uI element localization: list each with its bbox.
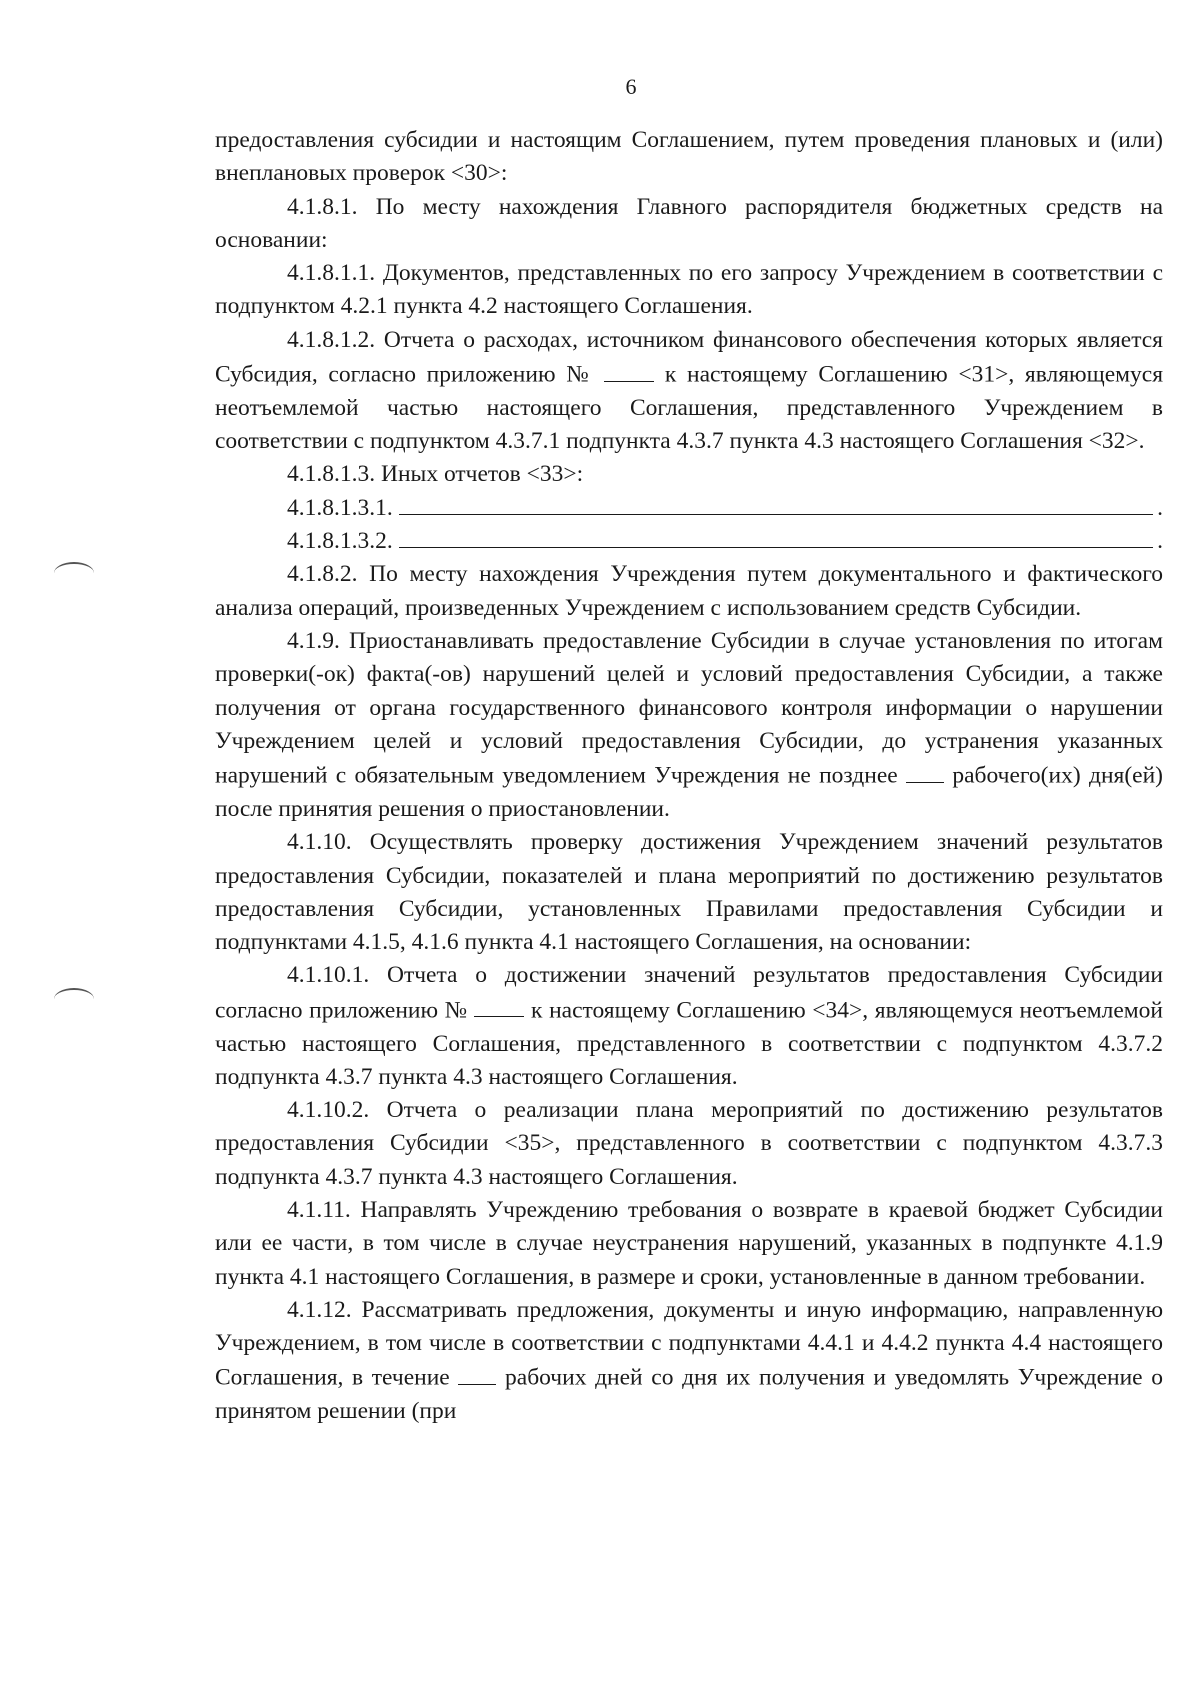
paragraph-4-1-9-part1: 4.1.9. Приостанавливать предоставление Субсидии в случае установления по итогам проверки(-ок) факта(-ов) нарушений целей и условий предоставления Субсидии, а также получения от органа государственного финансового контроля информации о нарушении Учреждением целей и условий предоставления Субсидии, до устранения указанных нарушений с обязательным уведомлением Учреждения не позднее xyxy=(215,627,1163,789)
paragraph-4-1-10-1-part2: к настоящему Соглашению <34>, являющемуся неотъемлемой частью настоящего Соглашения, представленного в соответствии с подпунктом 4.3.7.2 подпункта 4.3.7 пункта 4.3 настоящего Соглашения. xyxy=(215,997,1163,1090)
paragraph-4-1-8-1-3-2: 4.1.8.1.3.2. . xyxy=(215,525,1163,558)
paragraph-4-1-8-1-2 xyxy=(215,324,1163,459)
paragraph-4-1-12-part1: 4.1.12. Рассматривать предложения, документы и иную информацию, направленную Учреждением, в том числе в соответствии с подпунктами 4.4.1 и 4.4.2 пункта 4.4 настоящего Соглашения, в течение xyxy=(215,1296,1163,1391)
paragraph-4-1-12 xyxy=(215,1294,1163,1429)
paragraph-4-1-9 xyxy=(215,625,1163,826)
blank-days-count xyxy=(906,758,944,783)
paragraph-4-1-10-2: 4.1.10.2. Отчета о реализации плана мероприятий по достижению результатов предоставления Субсидии <35>, представленного в соответствии с подпунктом 4.3.7.3 подпункта 4.3.7 пункта 4.3 настоящего Соглашения. xyxy=(215,1097,1163,1190)
paragraph-4-1-8-1: 4.1.8.1. По месту нахождения Главного распорядителя бюджетных средств на основании: xyxy=(215,193,1163,253)
paragraph-4-1-10-1 xyxy=(215,959,1163,1094)
punch-hole-mark-1 xyxy=(54,562,94,584)
punch-hole-mark-2 xyxy=(54,988,94,1010)
blank-days-count xyxy=(458,1360,496,1385)
paragraph-intro: предоставления субсидии и настоящим Соглашением, путем проведения плановых и (или) внеплановых проверок <30>: xyxy=(215,127,1163,187)
blank-fill-line xyxy=(399,526,1153,548)
paragraph-4-1-10: 4.1.10. Осуществлять проверку достижения Учреждением значений результатов предоставления Субсидии, показателей и плана мероприятий по достижению результатов предоставления Субсидии, установленных Правилами предоставления Субсидии и подпунктами 4.1.5, 4.1.6 пункта 4.1 настоящего Соглашения, на основании: xyxy=(215,829,1163,956)
paragraph-4-1-12-part2: рабочих дней со дня их получения и уведомлять Учреждение о принятом решении (при xyxy=(215,1364,1163,1425)
blank-appendix-number xyxy=(474,993,524,1018)
blank-appendix-number xyxy=(604,357,654,382)
paragraph-4-1-8-2: 4.1.8.2. По месту нахождения Учреждения путем документального и фактического анализа операций, произведенных Учреждением с использованием средств Субсидии. xyxy=(215,561,1163,621)
blank-fill-line xyxy=(399,493,1153,515)
page-number: 6 xyxy=(625,74,637,99)
paragraph-4-1-8-1-3-1: 4.1.8.1.3.1. . xyxy=(215,492,1163,525)
paragraph-4-1-8-1-2-part2: к настоящему Соглашению <31>, являющемуся неотъемлемой частью настоящего Соглашения, представленного Учреждением в соответствии с подпунктом 4.3.7.1 подпункта 4.3.7 пункта 4.3 настоящего Соглашения <32>. xyxy=(215,361,1164,455)
paragraph-4-1-10-1-part1: 4.1.10.1. Отчета о достижении значений результатов предоставления Субсидии согласно приложению № xyxy=(215,962,1163,1024)
paragraph-4-1-8-1-3: 4.1.8.1.3. Иных отчетов <33>: xyxy=(287,461,584,488)
document-body xyxy=(215,124,1163,1429)
item-label: 4.1.8.1.3.2. xyxy=(287,528,393,555)
paragraph-4-1-9-part2: рабочего(их) дня(ей) после принятия решения о приостановлении. xyxy=(215,762,1163,822)
paragraph-4-1-8-1-2-part1: 4.1.8.1.2. Отчета о расходах, источником финансового обеспечения которых является Субсидия, согласно приложению № xyxy=(215,326,1163,388)
paragraph-4-1-8-1-1: 4.1.8.1.1. Документов, представленных по его запросу Учреждением в соответствии с подпунктом 4.2.1 пункта 4.2 настоящего Соглашения. xyxy=(215,260,1163,320)
item-label: 4.1.8.1.3.1. xyxy=(287,494,393,521)
paragraph-4-1-11: 4.1.11. Направлять Учреждению требования о возврате в краевой бюджет Субсидии или ее части, в том числе в случае неустранения нарушений, указанных в подпункте 4.1.9 пункта 4.1 настоящего Соглашения, в размере и сроки, установленные в данном требовании. xyxy=(215,1197,1163,1290)
